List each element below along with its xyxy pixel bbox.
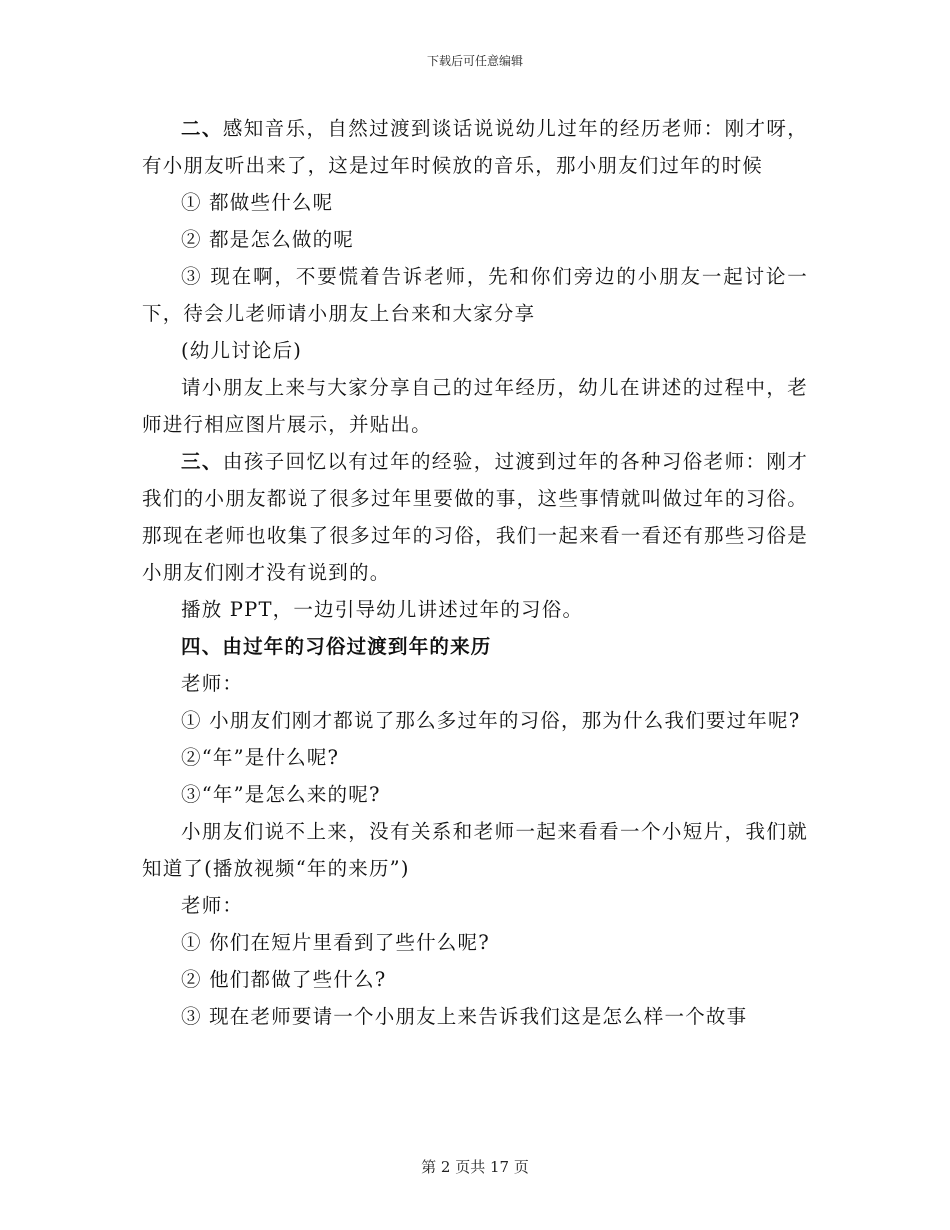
paragraph-discussion-note: (幼儿讨论后) <box>181 339 303 362</box>
paragraph-question-saw: ① 你们在短片里看到了些什么呢? <box>181 931 490 954</box>
page-header: 下载后可任意编辑 <box>426 54 523 68</box>
section-number: 三、 <box>181 450 223 473</box>
paragraph-question-why: ① 小朋友们刚才都说了那么多过年的习俗，那为什么我们要过年呢? <box>181 709 801 732</box>
paragraph-question-1: ① 都做些什么呢 <box>181 191 334 214</box>
paragraph-teacher-label-2: 老师： <box>181 894 244 917</box>
paragraph-question-how: ③“年”是怎么来的呢? <box>181 783 381 806</box>
section-number: 二、 <box>181 117 223 140</box>
paragraph-question-story: ③ 现在老师要请一个小朋友上来告诉我们这是怎么样一个故事 <box>181 1005 748 1028</box>
document-body <box>142 110 808 1035</box>
paragraph-question-2: ② 都是怎么做的呢 <box>181 228 354 251</box>
paragraph-question-3: ③ 现在啊，不要慌着告诉老师，先和你们旁边的小朋友一起讨论一下，待会儿老师请小朋友上台来和大家分享 <box>142 265 808 325</box>
paragraph-text: 由孩子回忆以有过年的经验，过渡到过年的各种习俗老师：刚才我们的小朋友都说了很多过年里要做的事，这些事情就叫做过年的习俗。那现在老师也收集了很多过年的习俗，我们一起来看一看还有那些习俗是小朋友们刚才没有说到的。 <box>142 450 809 584</box>
paragraph-section-3 <box>142 443 808 591</box>
paragraph-text: 感知音乐，自然过渡到谈话说说幼儿过年的经历老师：刚才呀，有小朋友听出来了，这是过年时候放的音乐，那小朋友们过年的时候 <box>142 117 809 177</box>
paragraph-section-2 <box>142 110 808 184</box>
paragraph-sharing: 请小朋友上来与大家分享自己的过年经历，幼儿在讲述的过程中，老师进行相应图片展示，并贴出。 <box>142 376 808 436</box>
paragraph-ppt: 播放 PPT，一边引导幼儿讲述过年的习俗。 <box>181 598 584 621</box>
paragraph-question-what: ②“年”是什么呢? <box>181 746 340 769</box>
paragraph-question-did: ② 他们都做了些什么? <box>181 968 387 991</box>
page-footer: 第 2 页共 17 页 <box>421 1158 529 1176</box>
paragraph-teacher-label: 老师： <box>181 672 244 695</box>
paragraph-video: 小朋友们说不上来，没有关系和老师一起来看看一个小短片，我们就知道了(播放视频“年的来历”) <box>142 820 808 880</box>
section-heading-4: 四、由过年的习俗过渡到年的来历 <box>181 635 492 658</box>
